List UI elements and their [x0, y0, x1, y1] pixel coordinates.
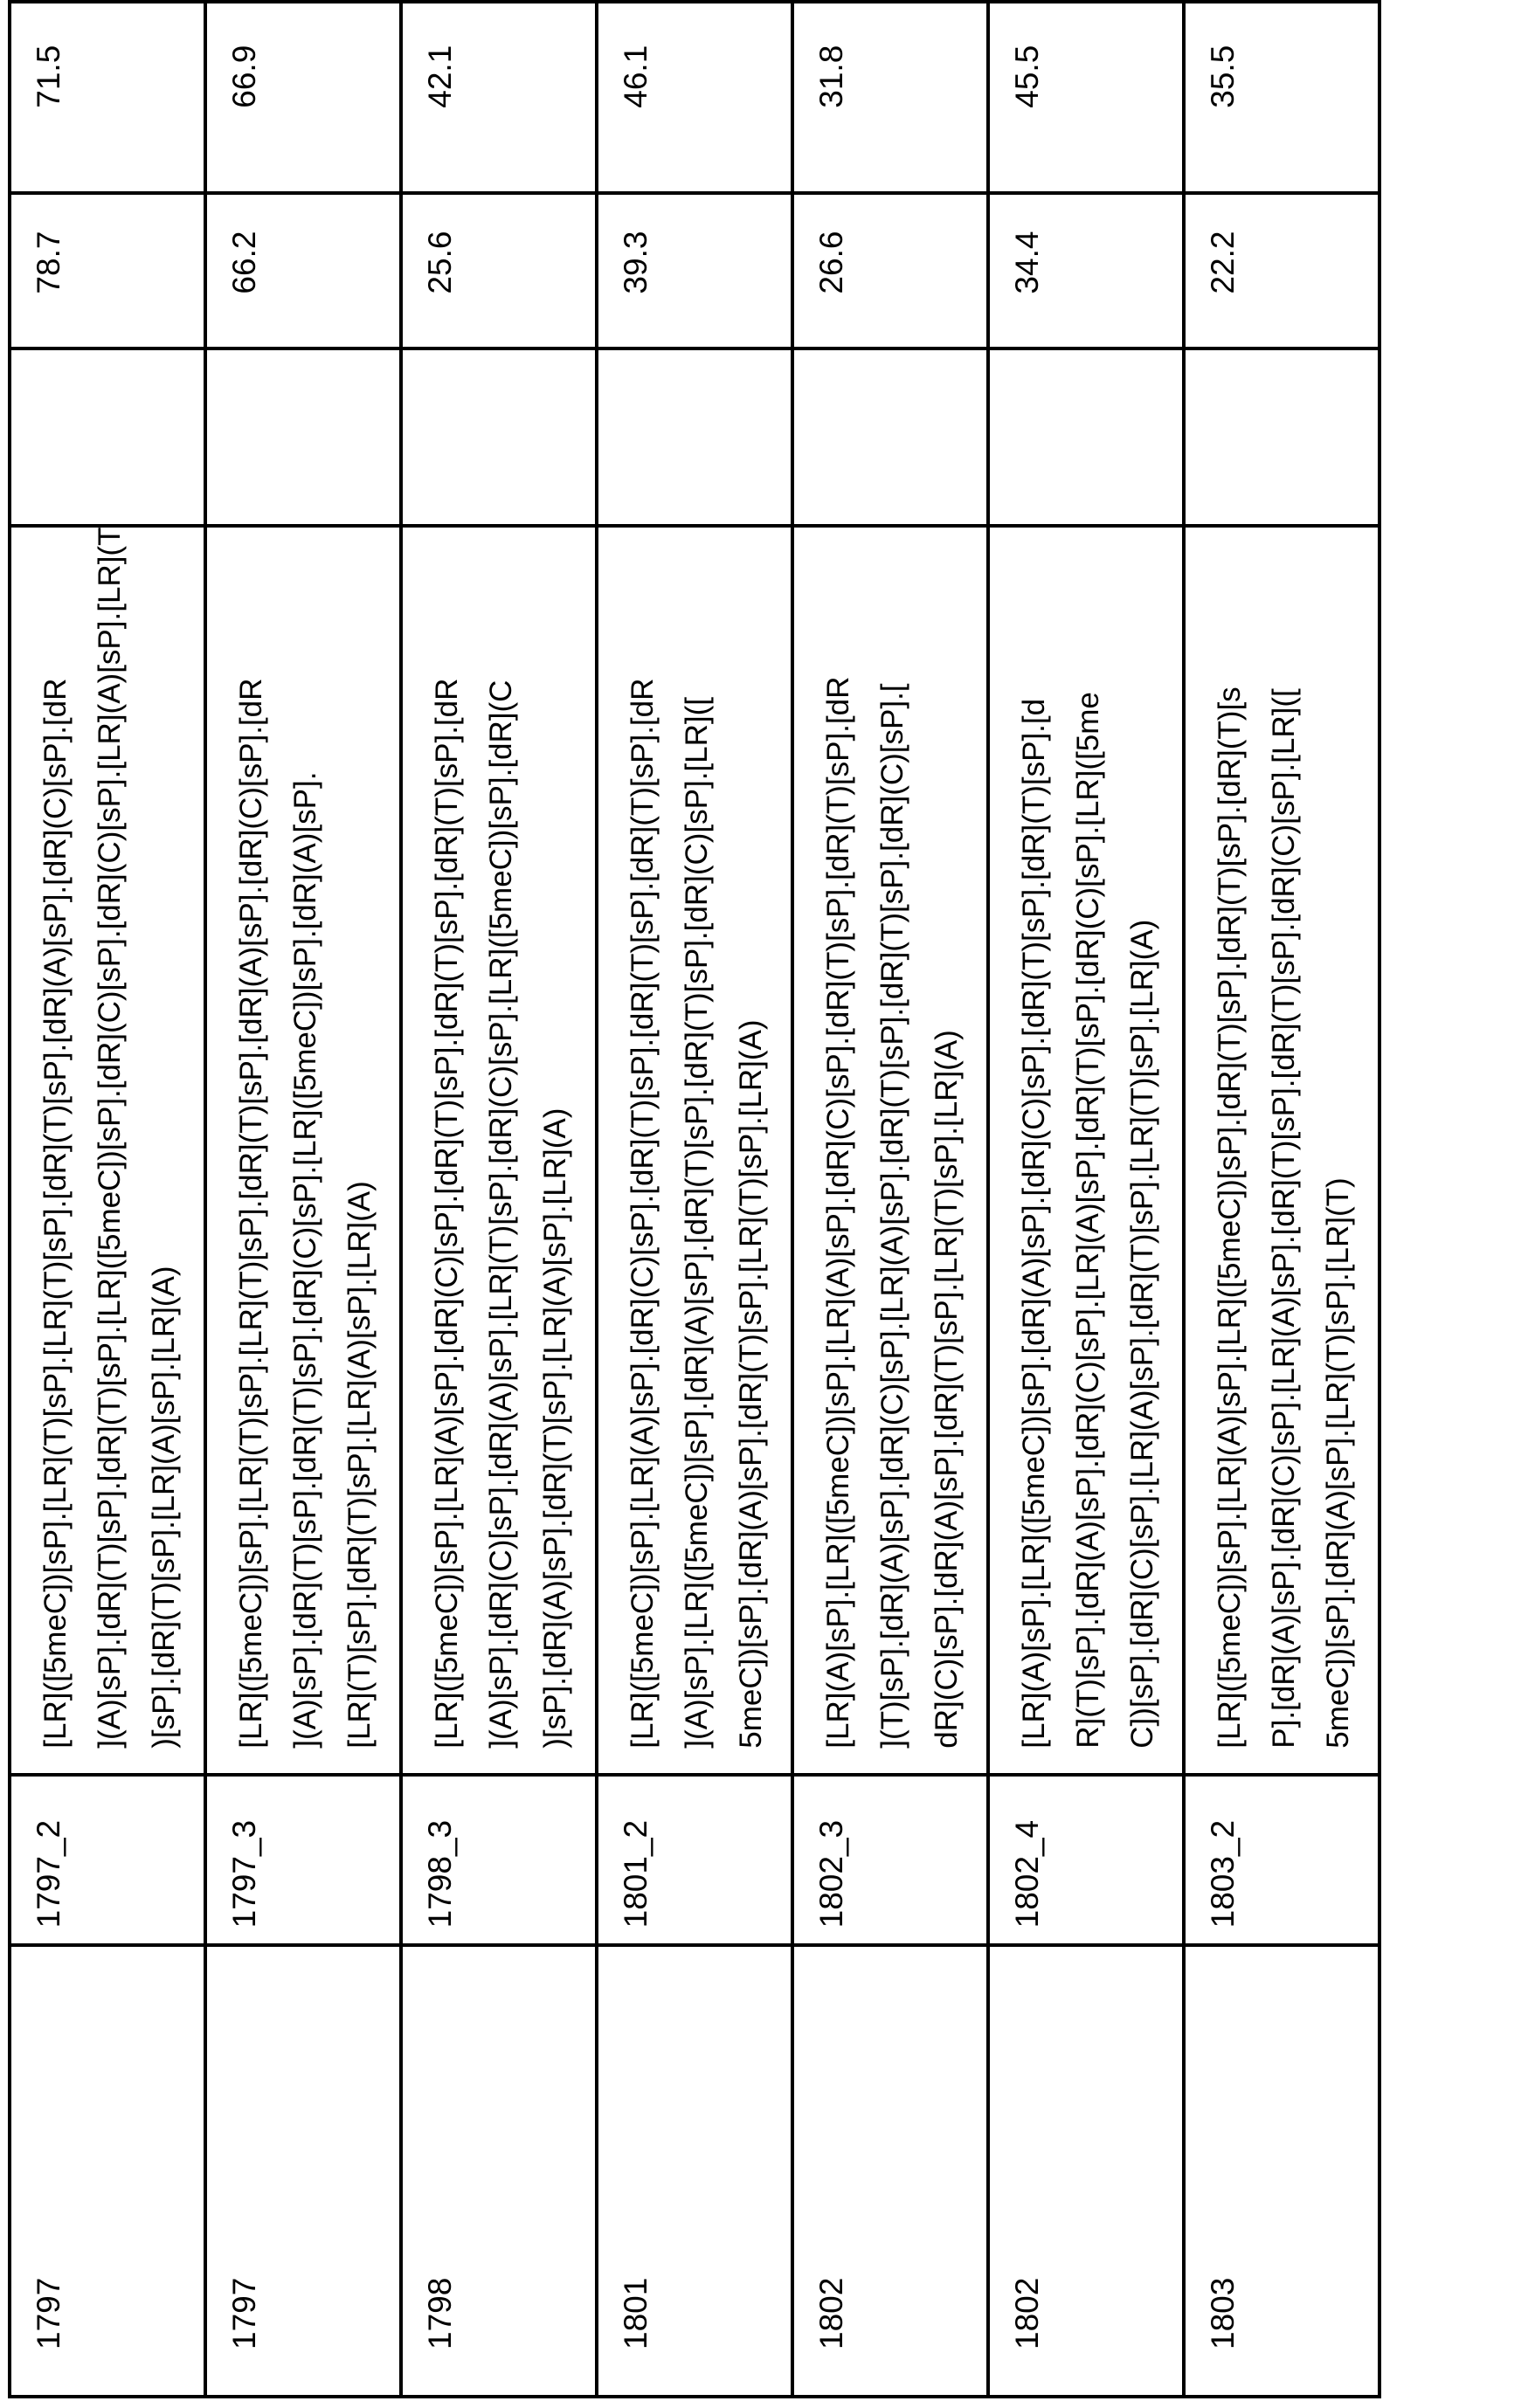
sequence-line: )[sP].[dR](A)[sP].[dR](T)[sP].[LR](A)[sP].[LR](A) [529, 528, 583, 1749]
sequence-cell [792, 526, 988, 1775]
sequence-line: C])[sP].[dR](C)[sP].[LR](A)[sP].[dR](T)[sP].[LR](T)[sP].[LR](A) [1116, 528, 1170, 1749]
compound-name-cell: 1803_2 [1184, 1775, 1379, 1946]
sequence-line: P].[dR](A)[sP].[dR](C)[sP].[LR](A)[sP].[dR](T)[sP].[dR](T)[sP].[dR](C)[sP].[LR]([ [1257, 528, 1311, 1749]
value-1-cell: 22.2 [1184, 193, 1379, 348]
sequence-cell [1184, 526, 1379, 1775]
table-row [205, 2, 401, 2397]
sequence-line: [LR]([5meC])[sP].[LR](A)[sP].[LR]([5meC])[sP].[dR](T)[sP].[dR](T)[sP].[dR](T)[s [1203, 528, 1257, 1749]
value-2-cell: 66.9 [205, 2, 401, 193]
empty-cell [10, 348, 205, 526]
sequence-cell [205, 526, 401, 1775]
sequence-line: [LR](T)[sP].[dR](T)[sP].[LR](A)[sP].[LR](A) [333, 528, 387, 1749]
value-2-cell: 31.8 [792, 2, 988, 193]
empty-cell [205, 348, 401, 526]
table-row [10, 2, 205, 2397]
sequence-line: ](T)[sP].[dR](A)[sP].[dR](C)[sP].[LR](A)[sP].[dR](T)[sP].[dR](T)[sP].[dR](C)[sP].[ [866, 528, 920, 1749]
table-row [1184, 2, 1379, 2397]
table-row [988, 2, 1184, 2397]
value-1-cell: 25.6 [401, 193, 597, 348]
value-1-cell: 34.4 [988, 193, 1184, 348]
sequence-line: dR](C)[sP].[dR](A)[sP].[dR](T)[sP].[LR](T)[sP].[LR](A) [920, 528, 974, 1749]
value-1-cell: 66.2 [205, 193, 401, 348]
table-row [401, 2, 597, 2397]
value-1-cell: 78.7 [10, 193, 205, 348]
compound-id-cell: 1802 [988, 1945, 1184, 2397]
compound-id-cell: 1797 [205, 1945, 401, 2397]
sequence-line: ](A)[sP].[dR](T)[sP].[dR](T)[sP].[LR]([5meC])[sP].[dR](C)[sP].[dR](C)[sP].[LR](A)[sP].[LR](T [83, 528, 137, 1749]
value-2-cell: 35.5 [1184, 2, 1379, 193]
compound-name-cell: 1797_2 [10, 1775, 205, 1946]
sequence-line: ](A)[sP].[LR]([5meC])[sP].[dR](A)[sP].[dR](T)[sP].[dR](T)[sP].[dR](C)[sP].[LR]([ [670, 528, 724, 1749]
compound-name-cell: 1802_4 [988, 1775, 1184, 1946]
sequence-line: [LR]([5meC])[sP].[LR](A)[sP].[dR](C)[sP].[dR](T)[sP].[dR](T)[sP].[dR](T)[sP].[dR [616, 528, 670, 1749]
sequence-line: ](A)[sP].[dR](C)[sP].[dR](A)[sP].[LR](T)[sP].[dR](C)[sP].[LR]([5meC])[sP].[dR](C [474, 528, 529, 1749]
value-1-cell: 39.3 [597, 193, 792, 348]
compound-name-cell: 1798_3 [401, 1775, 597, 1946]
sequence-cell [597, 526, 792, 1775]
sequence-line: ](A)[sP].[dR](T)[sP].[dR](T)[sP].[dR](C)[sP].[LR]([5meC])[sP].[dR](A)[sP]. [279, 528, 333, 1749]
sequence-line: )[sP].[dR](T)[sP].[LR](A)[sP].[LR](A) [137, 528, 191, 1749]
empty-cell [401, 348, 597, 526]
sequence-line: [LR]([5meC])[sP].[LR](T)[sP].[LR](T)[sP].[dR](T)[sP].[dR](A)[sP].[dR](C)[sP].[dR [29, 528, 83, 1749]
sequence-line: [LR]([5meC])[sP].[LR](T)[sP].[LR](T)[sP].[dR](T)[sP].[dR](A)[sP].[dR](C)[sP].[dR [225, 528, 279, 1749]
sequence-cell [401, 526, 597, 1775]
sequence-line: R](T)[sP].[dR](A)[sP].[dR](C)[sP].[LR](A)[sP].[dR](T)[sP].[dR](C)[sP].[LR]([5me [1061, 528, 1116, 1749]
table-row [597, 2, 792, 2397]
table-row [792, 2, 988, 2397]
empty-cell [792, 348, 988, 526]
compound-name-cell: 1802_3 [792, 1775, 988, 1946]
compound-name-cell: 1797_3 [205, 1775, 401, 1946]
compound-name-cell: 1801_2 [597, 1775, 792, 1946]
sequence-cell [10, 526, 205, 1775]
empty-cell [597, 348, 792, 526]
sequence-line: [LR]([5meC])[sP].[LR](A)[sP].[dR](C)[sP].[dR](T)[sP].[dR](T)[sP].[dR](T)[sP].[dR [420, 528, 474, 1749]
empty-cell [988, 348, 1184, 526]
sequence-cell [988, 526, 1184, 1775]
sequence-line: [LR](A)[sP].[LR]([5meC])[sP].[dR](A)[sP].[dR](C)[sP].[dR](T)[sP].[dR](T)[sP].[d [1007, 528, 1061, 1749]
compound-id-cell: 1797 [10, 1945, 205, 2397]
data-table [8, 0, 1381, 2398]
value-2-cell: 42.1 [401, 2, 597, 193]
compound-id-cell: 1801 [597, 1945, 792, 2397]
sequence-line: 5meC])[sP].[dR](A)[sP].[dR](T)[sP].[LR](T)[sP].[LR](A) [724, 528, 778, 1749]
compound-id-cell: 1803 [1184, 1945, 1379, 2397]
empty-cell [1184, 348, 1379, 526]
value-2-cell: 45.5 [988, 2, 1184, 193]
sequence-line: [LR](A)[sP].[LR]([5meC])[sP].[LR](A)[sP].[dR](C)[sP].[dR](T)[sP].[dR](T)[sP].[dR [812, 528, 866, 1749]
value-1-cell: 26.6 [792, 193, 988, 348]
sequence-line: 5meC])[sP].[dR](A)[sP].[LR](T)[sP].[LR](T) [1311, 528, 1366, 1749]
rotated-page [0, 0, 1535, 2408]
value-2-cell: 46.1 [597, 2, 792, 193]
value-2-cell: 71.5 [10, 2, 205, 193]
compound-id-cell: 1802 [792, 1945, 988, 2397]
compound-id-cell: 1798 [401, 1945, 597, 2397]
